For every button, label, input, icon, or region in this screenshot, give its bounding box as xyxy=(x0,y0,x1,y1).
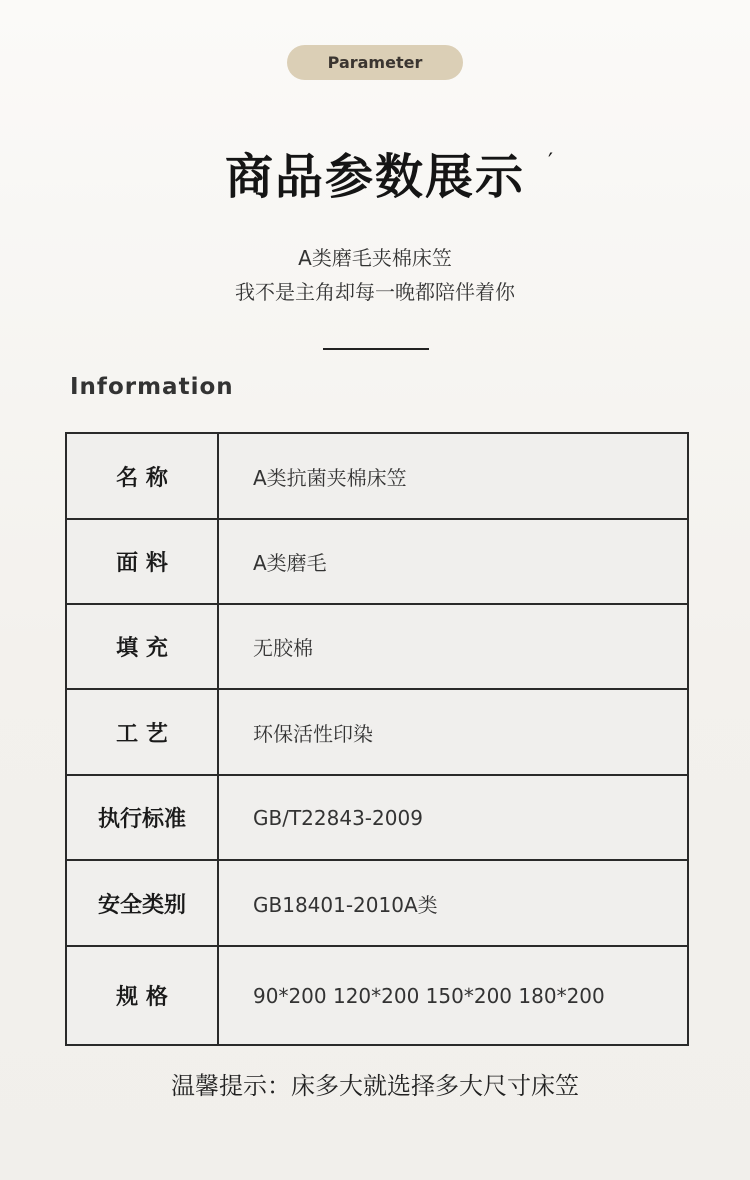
spec-value: 环保活性印染 xyxy=(218,689,688,775)
spec-value: GB/T22843-2009 xyxy=(218,775,688,860)
section-heading: Information xyxy=(70,374,234,400)
table-row xyxy=(66,689,688,775)
subtitle-line-1: A类磨毛夹棉床笠 xyxy=(298,246,452,270)
subtitle-line-2: 我不是主角却每一晚都陪伴着你 xyxy=(235,280,515,304)
title-mark: ′ xyxy=(548,150,553,175)
spec-value: GB18401-2010A类 xyxy=(218,860,688,946)
spec-value: A类抗菌夹棉床笠 xyxy=(218,433,688,519)
spec-key: 工 艺 xyxy=(66,689,218,775)
spec-key: 面 料 xyxy=(66,519,218,604)
table-row xyxy=(66,946,688,1045)
spec-table xyxy=(65,432,689,1046)
spec-key: 名 称 xyxy=(66,433,218,519)
spec-value: 90*200 120*200 150*200 180*200 xyxy=(218,946,688,1045)
page-title: 商品参数展示 xyxy=(224,149,525,205)
table-row xyxy=(66,519,688,604)
spec-value: A类磨毛 xyxy=(218,519,688,604)
table-row xyxy=(66,433,688,519)
spec-key: 执行标准 xyxy=(66,775,218,860)
spec-value: 无胶棉 xyxy=(218,604,688,689)
spec-key: 安全类别 xyxy=(66,860,218,946)
spec-key: 填 充 xyxy=(66,604,218,689)
table-row xyxy=(66,860,688,946)
size-tip: 温馨提示：床多大就选择多大尺寸床笠 xyxy=(171,1072,579,1100)
spec-key: 规 格 xyxy=(66,946,218,1045)
divider xyxy=(323,348,429,350)
table-row xyxy=(66,604,688,689)
parameter-badge: Parameter xyxy=(287,45,463,80)
table-row xyxy=(66,775,688,860)
